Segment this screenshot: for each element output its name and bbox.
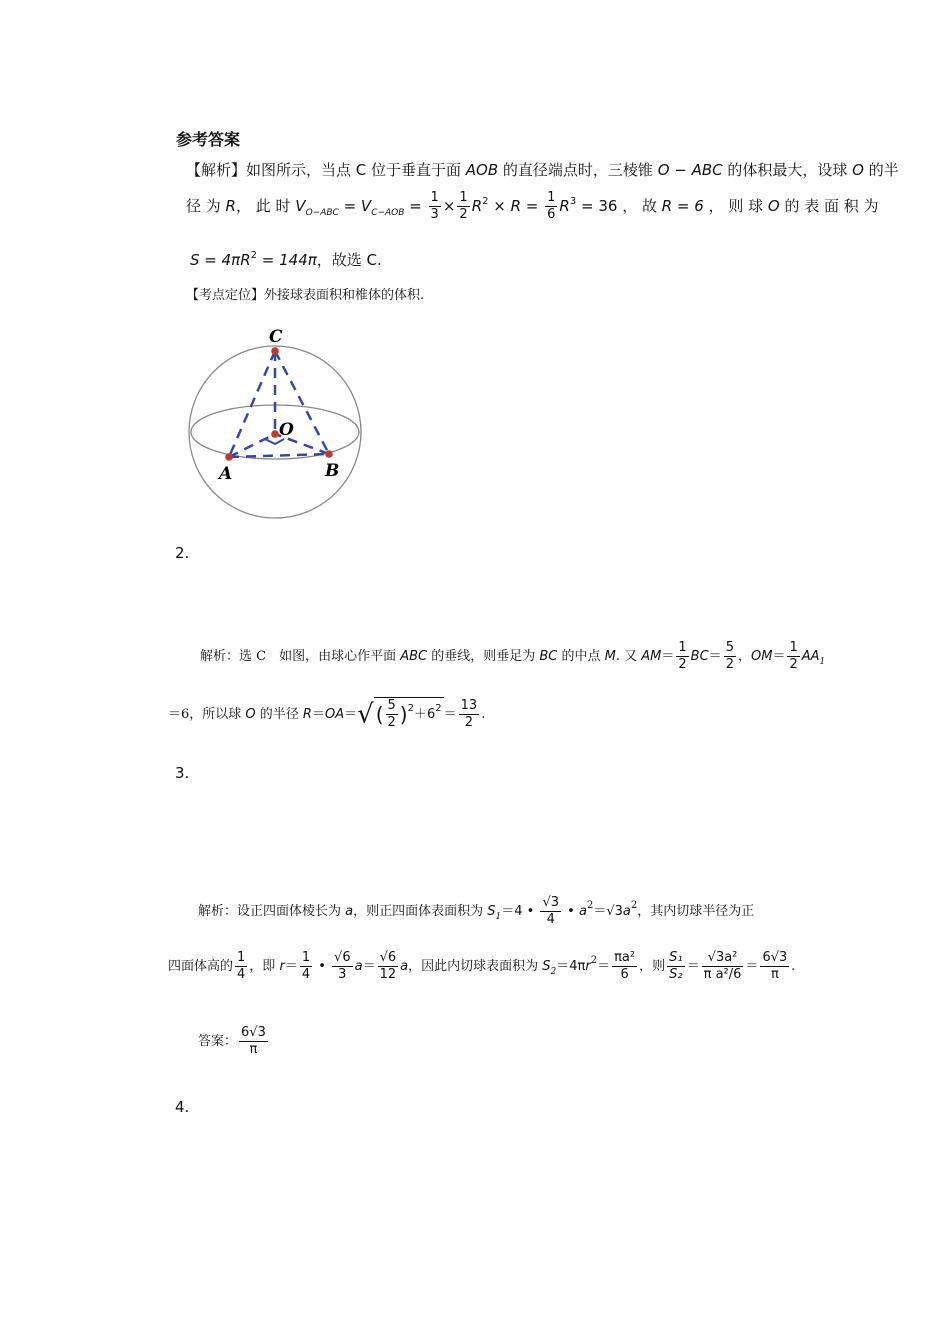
text: ， xyxy=(737,649,751,664)
text: × R = xyxy=(488,197,544,215)
numerator: 6√3 xyxy=(762,950,788,965)
paren: ) xyxy=(399,702,408,727)
text: ＝ xyxy=(311,707,325,722)
point-a xyxy=(225,453,233,461)
text: ＝ xyxy=(597,959,611,974)
text: ＝6，所以球 xyxy=(168,707,246,722)
fraction xyxy=(760,950,789,983)
text: ，故选 C. xyxy=(316,251,382,269)
denominator: 4 xyxy=(546,912,555,927)
numerator: πa² xyxy=(614,950,636,965)
subscript: 2 xyxy=(550,967,557,977)
text: 的直径端点时，三棱锥 xyxy=(498,161,658,179)
paren: ( xyxy=(375,702,384,727)
answer-label: 答案： xyxy=(198,1034,238,1049)
solution2-line1 xyxy=(200,640,825,673)
denominator: 3 xyxy=(430,207,439,222)
numerator: √6 xyxy=(334,950,351,965)
math-sqrt3: √3 xyxy=(606,904,623,919)
math-a: a xyxy=(354,959,363,974)
label-b: B xyxy=(325,461,340,481)
text: 四面体高的 xyxy=(168,959,234,974)
math-eq: = 144π xyxy=(257,251,317,269)
math-a: a xyxy=(578,904,587,919)
math-r: r xyxy=(585,959,591,974)
denominator: 3 xyxy=(338,967,347,982)
text: × xyxy=(442,197,456,215)
fraction xyxy=(540,895,561,928)
fraction xyxy=(235,950,247,983)
text: ，即 xyxy=(249,959,280,974)
text: ， 则 球 xyxy=(703,197,768,215)
math-s: S xyxy=(542,959,551,974)
solution1-line3 xyxy=(190,246,382,270)
numerator: 6√3 xyxy=(241,1025,266,1040)
numerator: √3a² xyxy=(702,950,744,967)
denominator: π a²/6 xyxy=(703,967,742,982)
math-bc: BC xyxy=(539,649,558,664)
math-om: OM xyxy=(750,649,773,664)
problem-number-2: 2. xyxy=(175,544,190,562)
text: ＝ xyxy=(362,959,376,974)
math-oabc: O − ABC xyxy=(657,161,723,179)
fraction xyxy=(676,640,688,673)
numerator: 1 xyxy=(789,640,798,655)
denominator: 2 xyxy=(725,657,734,672)
fraction xyxy=(702,950,744,983)
denominator: 6 xyxy=(547,207,556,222)
math-m: M xyxy=(604,649,616,664)
edge-ao xyxy=(229,434,275,457)
math-am: AM xyxy=(641,649,662,664)
superscript: 2 xyxy=(435,703,442,714)
math-r: R xyxy=(225,197,236,215)
denominator: 2 xyxy=(789,657,798,672)
solution3-line2 xyxy=(168,950,795,983)
numerator: 1 xyxy=(459,190,468,205)
math-oa: OA xyxy=(324,707,345,722)
label-a: A xyxy=(219,464,233,484)
text: ＝ xyxy=(284,959,298,974)
math-o: O xyxy=(767,197,780,215)
superscript: 2 xyxy=(590,955,598,966)
point-b xyxy=(325,450,333,458)
math-o: O xyxy=(852,161,864,179)
point-o xyxy=(271,430,279,438)
denominator: 6 xyxy=(620,967,629,982)
text: . xyxy=(791,959,796,974)
text: 的中点 xyxy=(557,649,605,664)
superscript: 2 xyxy=(407,703,414,714)
text: ＝ xyxy=(443,707,457,722)
superscript: 3 xyxy=(569,196,577,207)
numerator: 5 xyxy=(725,640,734,655)
numerator: 1 xyxy=(678,640,687,655)
math-v: V xyxy=(360,197,372,215)
sphere-figure xyxy=(185,320,370,525)
radical-sign: √ xyxy=(357,699,374,730)
text: ＝ xyxy=(686,959,700,974)
text: ，其内切球半径为正 xyxy=(637,904,755,919)
text: = 36 ， 故 xyxy=(576,197,662,215)
math-a: a xyxy=(622,904,631,919)
denominator: 2 xyxy=(464,715,474,730)
superscript: 2 xyxy=(482,196,489,207)
numerator: 1 xyxy=(237,950,246,965)
section-title: 参考答案 xyxy=(176,130,241,149)
math-bc: BC xyxy=(690,649,709,664)
fraction xyxy=(239,1025,268,1058)
solution1-line1 xyxy=(186,160,899,180)
numerator: 13 xyxy=(460,698,478,713)
text: ＋6 xyxy=(413,707,436,722)
text: ＝ xyxy=(708,649,722,664)
solution3-answer xyxy=(198,1025,270,1058)
math-r: R xyxy=(471,197,483,215)
math-s: S = 4πR xyxy=(190,251,251,269)
text: 解析：设正四面体棱长为 xyxy=(198,904,346,919)
denominator: 2 xyxy=(678,657,687,672)
text: ＝4 • xyxy=(501,904,539,919)
text: ＝4π xyxy=(556,959,586,974)
denominator: 4 xyxy=(301,967,311,982)
fraction xyxy=(378,950,399,983)
fraction xyxy=(545,190,557,223)
text: • xyxy=(314,959,331,974)
numerator: √3 xyxy=(542,895,560,910)
fraction xyxy=(787,640,799,673)
denominator: S₂ xyxy=(669,967,683,982)
problem-number-4: 4. xyxy=(175,1098,190,1116)
math-a: a xyxy=(400,959,409,974)
denominator: 12 xyxy=(379,967,397,982)
numerator: 1 xyxy=(547,190,556,205)
fraction xyxy=(429,190,441,223)
text: ＝ xyxy=(593,904,607,919)
text: . 又 xyxy=(615,649,642,664)
denominator: 4 xyxy=(237,967,246,982)
fraction xyxy=(332,950,353,983)
text: ，因此内切球表面积为 xyxy=(408,959,543,974)
fraction xyxy=(386,698,398,731)
math-r6: R = 6 xyxy=(661,197,704,215)
fraction xyxy=(612,950,637,983)
text: 径 为 xyxy=(186,197,226,215)
subscript: 1 xyxy=(495,912,502,922)
text: ＝ xyxy=(772,649,786,664)
kaodian-line: 【考点定位】外接球表面积和椎体的体积. xyxy=(186,288,425,303)
numerator: 5 xyxy=(387,698,396,713)
text: ＝ xyxy=(344,707,358,722)
numerator: S₁ xyxy=(669,950,683,965)
math-r: R xyxy=(559,197,570,215)
numerator: 1 xyxy=(430,190,439,205)
text: = xyxy=(404,197,427,215)
text: ，则正四面体表面积为 xyxy=(353,904,488,919)
math-r: R xyxy=(302,707,312,722)
numerator: 1 xyxy=(301,950,311,965)
text: 的 表 面 积 为 xyxy=(779,197,879,215)
subscript: 1 xyxy=(819,657,826,667)
superscript: 2 xyxy=(630,900,638,911)
text: 的垂线，则垂足为 xyxy=(427,649,540,664)
fraction xyxy=(724,640,736,673)
denominator: 2 xyxy=(387,715,396,730)
fraction xyxy=(667,950,684,983)
denominator: 2 xyxy=(459,207,468,222)
superscript: 2 xyxy=(586,900,594,911)
solution1-line2 xyxy=(186,190,879,223)
numerator: √6 xyxy=(379,950,397,965)
label-o: O xyxy=(279,420,294,440)
radical-body xyxy=(374,697,444,731)
math-v: V xyxy=(295,197,306,215)
solution3-line1 xyxy=(198,895,754,928)
math-aob: AOB xyxy=(465,161,499,179)
text: ，则 xyxy=(639,959,666,974)
text: ＝ xyxy=(745,959,759,974)
math-a: a xyxy=(345,904,354,919)
math-s: S xyxy=(487,904,496,919)
point-c xyxy=(271,347,279,355)
problem-number-3: 3. xyxy=(175,764,190,782)
math-aa1: AA xyxy=(801,649,820,664)
text: • xyxy=(563,904,579,919)
label-c: C xyxy=(269,327,283,347)
math-abc: ABC xyxy=(400,649,428,664)
solution2-line2 xyxy=(168,697,485,731)
text: . xyxy=(481,707,486,722)
text: 的体积最大，设球 xyxy=(722,161,853,179)
math-o: O xyxy=(245,707,256,722)
text: 的半径 xyxy=(255,707,303,722)
text: 的半 xyxy=(863,161,899,179)
text: ＝ xyxy=(661,649,675,664)
denominator: π xyxy=(770,967,779,982)
text: = xyxy=(338,197,361,215)
text: ， 此 时 xyxy=(235,197,296,215)
denominator: π xyxy=(249,1042,258,1057)
fraction xyxy=(457,190,469,223)
math-r: r xyxy=(279,959,285,974)
superscript: 2 xyxy=(250,250,257,261)
subscript: C−AOB xyxy=(371,208,405,218)
fraction xyxy=(459,698,480,731)
text: 解析：选 C 如图，由球心作平面 xyxy=(200,649,401,664)
fraction xyxy=(300,950,312,983)
subscript: O−ABC xyxy=(305,208,339,218)
text: 【解析】如图所示，当点 C 位于垂直于面 xyxy=(186,161,466,179)
